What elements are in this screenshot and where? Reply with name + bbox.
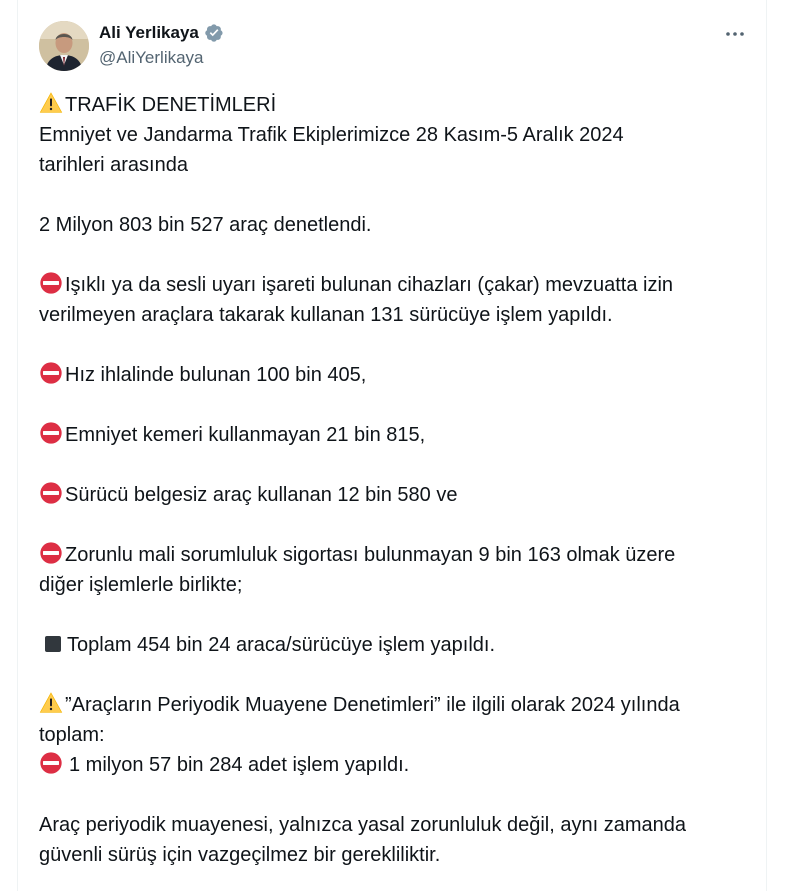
item-2-line <box>39 360 754 390</box>
line-break <box>39 330 754 360</box>
periodic-text: ”Araçların Periyodik Muayene Denetimleri” ile ilgili olarak 2024 yılında <box>65 694 680 716</box>
total-text: Toplam 454 bin 24 araca/sürücüye işlem yapıldı. <box>67 634 496 656</box>
line-break <box>39 390 754 420</box>
author-handle[interactable]: @AliYerlikaya <box>99 48 204 67</box>
periodic-line-2: toplam: <box>39 724 105 746</box>
closing-line-1: Araç periyodik muayenesi, yalnızca yasal zorunluluk değil, aynı zamanda <box>39 814 687 836</box>
no-entry-emoji <box>39 541 63 565</box>
periodic-result-text: 1 milyon 57 bin 284 adet işlem yapıldı. <box>69 754 410 776</box>
item-5-text: Zorunlu mali sorumluluk sigortası bulunmayan 9 bin 163 olmak üzere <box>65 544 676 566</box>
author-display-name[interactable]: Ali Yerlikaya <box>99 23 199 42</box>
warning-emoji <box>39 691 63 715</box>
no-entry-emoji <box>39 481 63 505</box>
no-entry-emoji <box>39 361 63 385</box>
item-1-line-2: verilmeyen araçlara takarak kullanan 131 sürücüye işlem yapıldı. <box>39 304 613 326</box>
periodic-result-line <box>39 750 754 780</box>
item-4-text: Sürücü belgesiz araç kullanan 12 bin 580 ve <box>65 484 458 506</box>
no-entry-emoji <box>39 751 63 775</box>
periodic-line-1 <box>39 690 754 720</box>
profile-photo <box>39 21 89 71</box>
line-break <box>39 660 754 690</box>
line-break <box>39 600 754 630</box>
verified-badge-icon <box>204 23 224 43</box>
line-break <box>39 510 754 540</box>
item-2-text: Hız ihlalinde bulunan 100 bin 405, <box>65 364 367 386</box>
closing-line-2: güvenli sürüş için vazgeçilmez bir gerekliliktir. <box>39 844 441 866</box>
black-square-emoji <box>45 636 61 652</box>
warning-emoji <box>39 91 63 115</box>
line-break <box>39 450 754 480</box>
tweet-title: TRAFİK DENETİMLERİ <box>65 94 277 116</box>
tweet-intro-line-1: Emniyet ve Jandarma Trafik Ekiplerimizce 28 Kasım-5 Aralık 2024 <box>39 124 624 146</box>
item-5-line-2: diğer işlemlerle birlikte; <box>39 574 243 596</box>
tweet-title-line <box>39 90 754 120</box>
author-name-row <box>99 22 224 44</box>
item-5-line-1 <box>39 540 754 570</box>
vehicles-checked-line: 2 Milyon 803 bin 527 araç denetlendi. <box>39 214 372 236</box>
item-4-line <box>39 480 754 510</box>
total-line <box>39 630 754 660</box>
avatar[interactable] <box>39 21 89 71</box>
tweet-text <box>39 90 754 870</box>
tweet-card <box>17 0 767 891</box>
no-entry-emoji <box>39 421 63 445</box>
item-3-text: Emniyet kemeri kullanmayan 21 bin 815, <box>65 424 426 446</box>
item-1-text: Işıklı ya da sesli uyarı işareti bulunan cihazları (çakar) mevzuatta izin <box>65 274 674 296</box>
line-break <box>39 780 754 810</box>
more-options-icon[interactable] <box>723 22 747 46</box>
tweet-intro-line-2: tarihleri arasında <box>39 154 188 176</box>
no-entry-emoji <box>39 271 63 295</box>
line-break <box>39 240 754 270</box>
item-1-line-1 <box>39 270 754 300</box>
item-3-line <box>39 420 754 450</box>
line-break <box>39 180 754 210</box>
